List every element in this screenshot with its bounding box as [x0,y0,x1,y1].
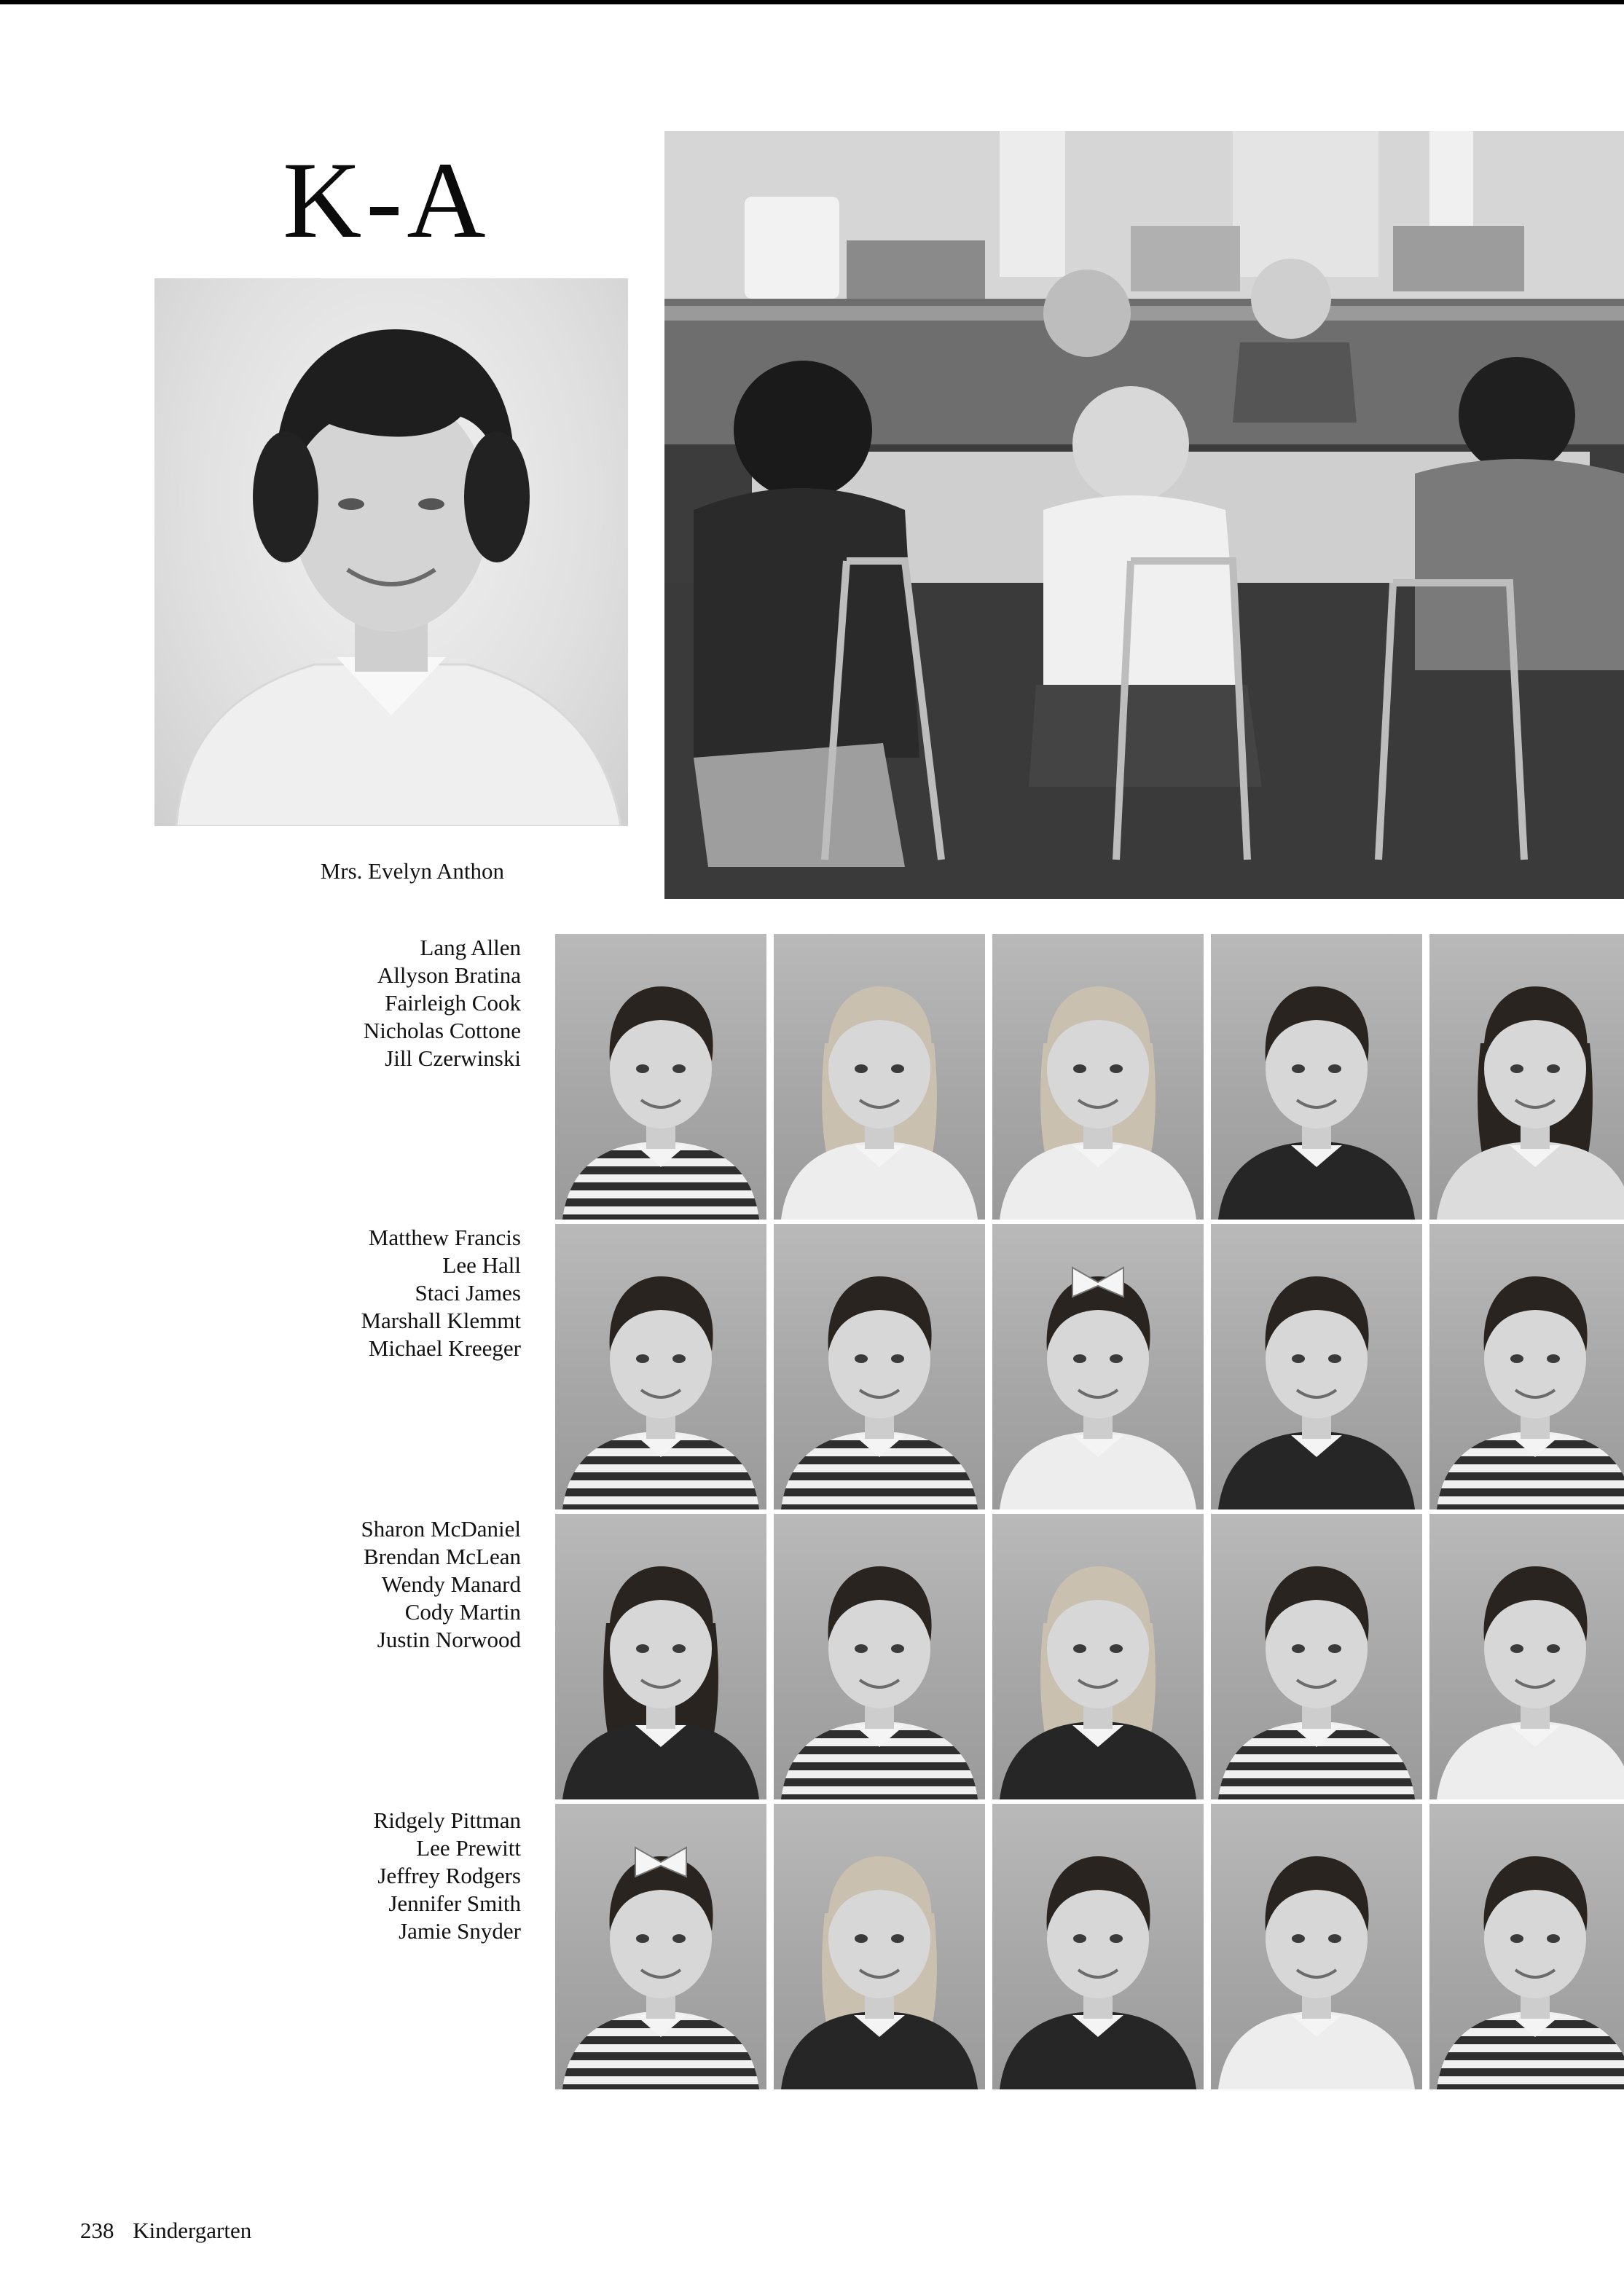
student-name: Cody Martin [404,1599,521,1625]
student-portrait [774,1224,985,1509]
names-list-row-4 [248,1807,521,1945]
student-portrait [992,1224,1204,1509]
student-name: Lang Allen [420,935,521,960]
student-portrait [1211,1514,1422,1799]
student-name: Lee Prewitt [416,1835,521,1861]
student-portrait [555,1224,766,1509]
student-name: Lee Hall [442,1252,521,1278]
student-portrait [555,1804,766,2089]
names-list-row-2 [248,1224,521,1362]
student-name: Matthew Francis [368,1225,521,1250]
page-title: K-A [283,140,490,261]
student-portrait [555,1514,766,1799]
student-name: Fairleigh Cook [385,990,521,1016]
teacher-name-caption: Mrs. Evelyn Anthon [320,858,504,884]
student-name: Ridgely Pittman [373,1807,521,1833]
student-portrait [992,934,1204,1220]
student-name: Marshall Klemmt [361,1308,521,1333]
student-name: Staci James [415,1280,521,1306]
page-number: 238 [80,2218,114,2243]
student-name: Michael Kreeger [368,1335,521,1361]
student-portrait [555,934,766,1220]
student-portrait [1211,1804,1422,2089]
student-portrait [774,1514,985,1799]
student-portrait [774,1804,985,2089]
student-name: Jamie Snyder [399,1918,521,1944]
section-label: Kindergarten [133,2218,252,2243]
page-footer [80,2218,251,2244]
student-portrait [1429,1224,1624,1509]
student-name: Nicholas Cottone [363,1018,521,1043]
student-name: Jill Czerwinski [385,1045,521,1071]
student-portrait [1211,1224,1422,1509]
student-name: Sharon McDaniel [361,1516,521,1542]
student-portrait [1211,934,1422,1220]
student-name: Wendy Manard [381,1571,521,1597]
student-name: Brendan McLean [363,1544,521,1569]
student-name: Allyson Bratina [377,962,521,988]
names-list-row-1 [248,934,521,1072]
student-portrait [1429,934,1624,1220]
student-portrait [1429,1804,1624,2089]
student-name: Jeffrey Rodgers [377,1863,521,1888]
student-portrait [1429,1514,1624,1799]
top-border [0,0,1624,4]
teacher-portrait-photo [154,278,628,826]
student-portrait [774,934,985,1220]
names-list-row-3 [248,1515,521,1654]
student-portrait [992,1804,1204,2089]
classroom-photo [664,131,1624,899]
student-portrait [992,1514,1204,1799]
student-portrait-grid [555,934,1624,2092]
student-name: Jennifer Smith [388,1891,521,1916]
student-name: Justin Norwood [377,1627,521,1652]
